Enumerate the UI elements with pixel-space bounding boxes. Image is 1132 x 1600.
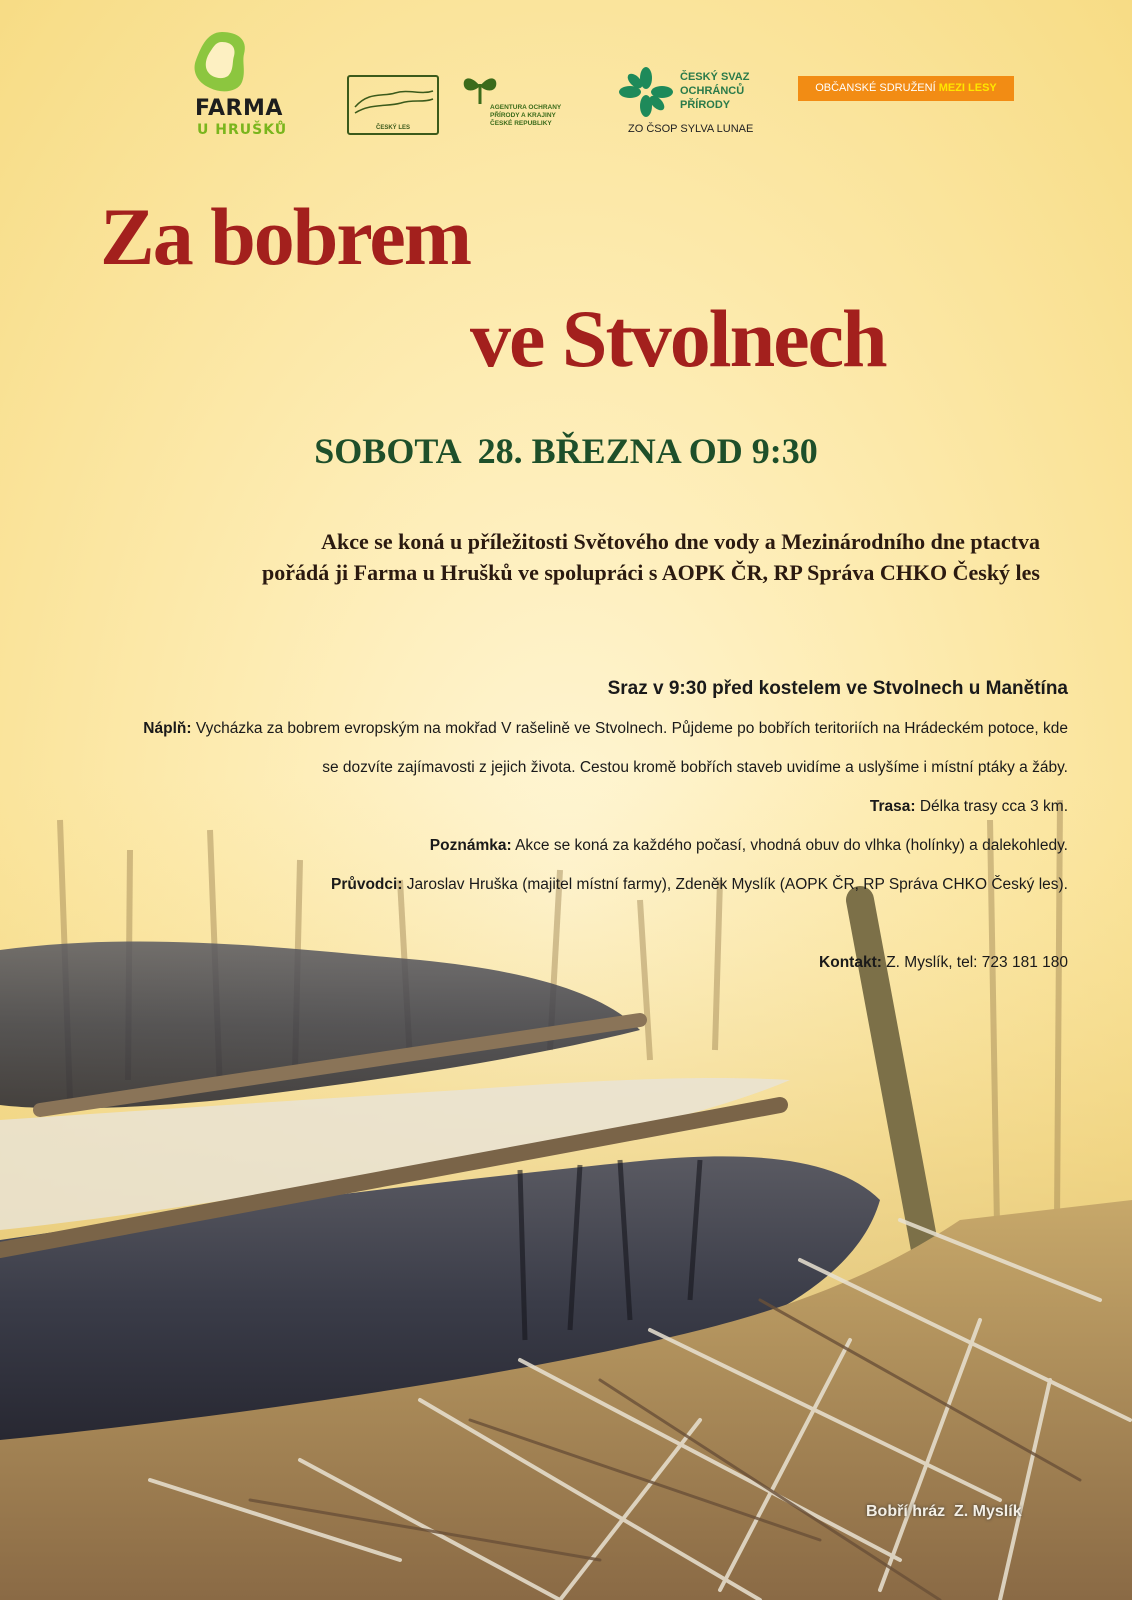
farma-logo-title: FARMA — [195, 96, 283, 121]
pruvodci-label: Průvodci: — [331, 876, 403, 893]
photo-credit: Bobří hráz Z. Myslík — [866, 1503, 1022, 1520]
trasa-line — [68, 787, 1068, 826]
pruvodci-text: Jaroslav Hruška (majitel místní farmy), Zdeněk Myslík (AOPK ČR, RP Správa CHKO Český les). — [406, 876, 1068, 893]
farma-logo-subtitle: U HRUŠKŮ — [197, 122, 288, 138]
intro-line-2: pořádá ji Farma u Hrušků ve spolupráci s AOPK ČR, RP Správa CHKO Český les — [261, 560, 1040, 585]
intro-paragraph — [40, 526, 1040, 588]
mezi-lesy-name: MEZI LESY — [938, 82, 997, 94]
csop-flower-icon — [618, 66, 674, 118]
title-line-2: ve Stvolnech — [470, 293, 886, 384]
farma-logo-icon — [192, 30, 252, 94]
naplň-line-1 — [68, 709, 1068, 748]
meeting-point: Sraz v 9:30 před kostelem ve Stvolnech u Manětína — [607, 678, 1068, 699]
naplň-line-2 — [68, 748, 1068, 787]
naplň-text-2: se dozvíte zajímavosti z jejich života. Cestou kromě bobřích staveb uvidíme a uslyšíme i místní ptáky a žáby. — [322, 759, 1068, 776]
cesky-les-label: ČESKÝ LES — [375, 125, 410, 131]
csop-logo-subtitle: ZO ČSOP SYLVA LUNAE — [628, 123, 754, 135]
hills-icon — [349, 77, 437, 121]
title-line-1: Za bobrem — [100, 191, 471, 282]
kontakt-line — [68, 943, 1068, 982]
trasa-text: Délka trasy cca 3 km. — [919, 798, 1068, 815]
cesky-les-logo — [347, 75, 439, 135]
pruvodci-line — [68, 865, 1068, 904]
csop-logo-text: ČESKÝ SVAZ OCHRÁNCŮ PŘÍRODY — [680, 71, 750, 111]
naplň-text-1: Vycházka za bobrem evropským na mokřad V rašelině ve Stvolnech. Půjdeme po bobřích teritoriích na Hrádeckém potoce, kde — [195, 720, 1068, 737]
poznamka-label: Poznámka: — [429, 837, 512, 854]
kontakt-label: Kontakt: — [819, 954, 882, 971]
kontakt-text: Z. Myslík, tel: 723 181 180 — [886, 954, 1068, 971]
event-details — [68, 673, 1068, 982]
aopk-logo-text: AGENTURA OCHRANY PŘÍRODY A KRAJINY ČESKÉ REPUBLIKY — [490, 104, 562, 127]
mezi-lesy-badge — [798, 76, 1014, 101]
mezi-lesy-prefix: OBČANSKÉ SDRUŽENÍ — [815, 82, 936, 94]
poznamka-line — [68, 826, 1068, 865]
naplň-label: Náplň: — [143, 720, 192, 737]
trasa-label: Trasa: — [869, 798, 916, 815]
poznamka-text: Akce se koná za každého počasí, vhodná obuv do vlhka (holínky) a dalekohledy. — [515, 837, 1068, 854]
intro-line-1: Akce se koná u příležitosti Světového dne vody a Mezinárodního dne ptactva — [321, 529, 1040, 554]
event-date: SOBOTA 28. BŘEZNA OD 9:30 — [314, 431, 818, 471]
aopk-leaf-icon — [460, 70, 500, 106]
